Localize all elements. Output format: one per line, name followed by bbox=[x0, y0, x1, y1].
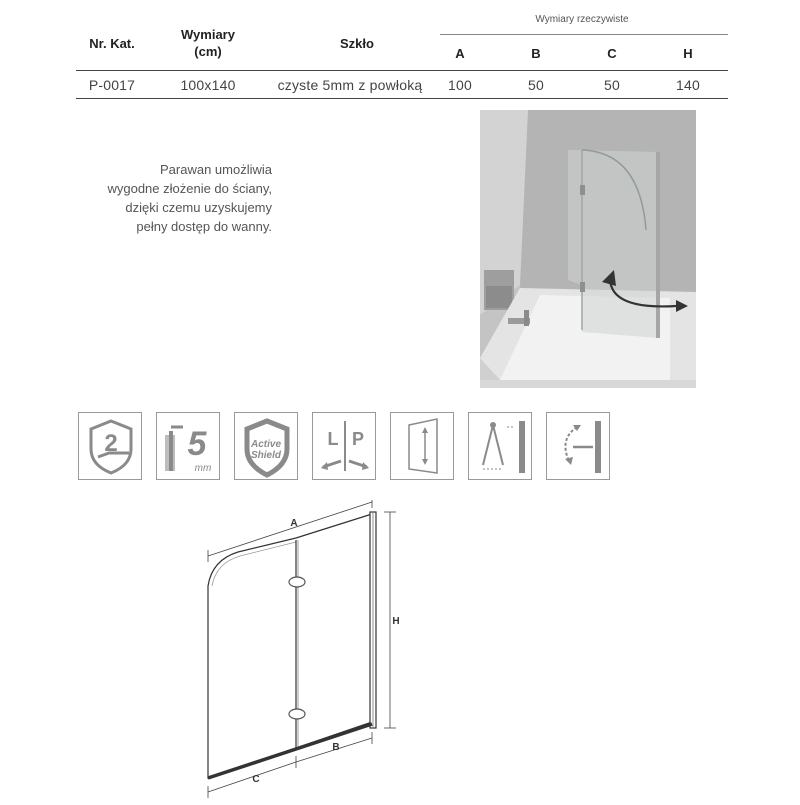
glass-thickness-unit: mm bbox=[194, 463, 212, 474]
header-nr-kat: Nr. Kat. bbox=[89, 36, 135, 51]
header-wymiary bbox=[160, 26, 256, 60]
right-label: P bbox=[351, 429, 365, 449]
description-line: pełny dostęp do wanny. bbox=[136, 219, 272, 234]
row-rule bbox=[76, 98, 728, 99]
panel-height-icon bbox=[390, 412, 454, 480]
screen-dimension-diagram bbox=[190, 500, 430, 800]
left-label: L bbox=[327, 429, 339, 449]
header-real-dimensions: Wymiary rzeczywiste bbox=[535, 14, 629, 25]
header-szklo: Szkło bbox=[340, 36, 374, 51]
header-h: H bbox=[683, 46, 693, 61]
dimension-h-label: H bbox=[392, 616, 400, 627]
product-description bbox=[40, 160, 272, 236]
left-right-mounting-icon bbox=[312, 412, 376, 480]
row-h: 140 bbox=[676, 77, 700, 93]
warranty-icon bbox=[78, 412, 142, 480]
dimension-c-label: C bbox=[252, 774, 260, 785]
row-c: 50 bbox=[604, 77, 620, 93]
description-line: Parawan umożliwia bbox=[160, 162, 272, 177]
coating-line2: Shield bbox=[250, 450, 282, 461]
row-b: 50 bbox=[528, 77, 544, 93]
header-a: A bbox=[455, 46, 465, 61]
dimension-a-label: A bbox=[290, 518, 298, 529]
row-szklo: czyste 5mm z powłoką bbox=[277, 77, 423, 93]
product-photo bbox=[480, 110, 696, 388]
glass-thickness-number: 5 bbox=[187, 425, 207, 463]
dimension-b-label: B bbox=[332, 742, 340, 753]
header-wymiary-line2: (cm) bbox=[194, 44, 222, 59]
active-shield-icon bbox=[234, 412, 298, 480]
technical-drawing bbox=[190, 500, 430, 805]
rotation-icon bbox=[546, 412, 610, 480]
warranty-number: 2 bbox=[104, 430, 118, 457]
folding-opening-icon bbox=[468, 412, 532, 480]
header-wymiary-line1: Wymiary bbox=[181, 27, 235, 42]
header-b: B bbox=[531, 46, 541, 61]
row-nr-kat: P-0017 bbox=[88, 77, 136, 93]
header-c: C bbox=[607, 46, 617, 61]
glass-thickness-icon bbox=[156, 412, 220, 480]
row-wymiary: 100x140 bbox=[180, 77, 236, 93]
real-dimensions-rule bbox=[440, 34, 728, 35]
description-line: dzięki czemu uzyskujemy bbox=[125, 200, 272, 215]
row-a: 100 bbox=[448, 77, 472, 93]
coating-line1: Active bbox=[250, 439, 282, 450]
header-rule bbox=[76, 70, 728, 71]
description-line: wygodne złożenie do ściany, bbox=[107, 181, 272, 196]
